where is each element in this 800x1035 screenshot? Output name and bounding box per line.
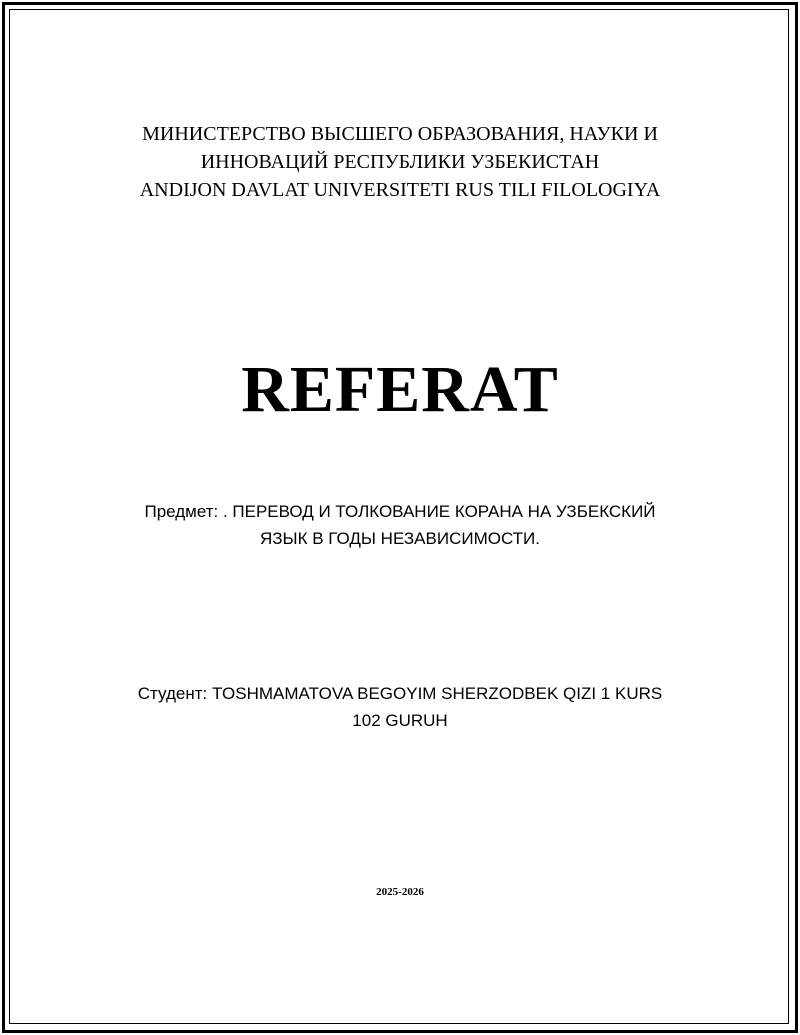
subject-block [0,498,800,552]
student-block [0,680,800,734]
student-line-1: Студент: TOSHMAMATOVA BEGOYIM SHERZODBEK QIZI 1 KURS [137,684,663,703]
document-title: REFERAT [241,353,559,426]
header-line-2: ИННОВАЦИЙ РЕСПУБЛИКИ УЗБЕКИСТАН [200,151,600,173]
academic-year: 2025-2026 [376,886,424,898]
subject-line-2: ЯЗЫК В ГОДЫ НЕЗАВИСИМОСТИ. [260,529,540,548]
student-line-2: 102 GURUH [352,711,448,730]
subject-line-1: Предмет: . ПЕРЕВОД И ТОЛКОВАНИЕ КОРАНА НА УЗБЕКСКИЙ [144,502,656,521]
header-line-1: МИНИСТЕРСТВО ВЫСШЕГО ОБРАЗОВАНИЯ, НАУКИ И [142,123,658,145]
header-line-3: ANDIJON DAVLAT UNIVERSITETI RUS TILI FILOLOGIYA [139,179,661,201]
institution-header [0,120,800,204]
